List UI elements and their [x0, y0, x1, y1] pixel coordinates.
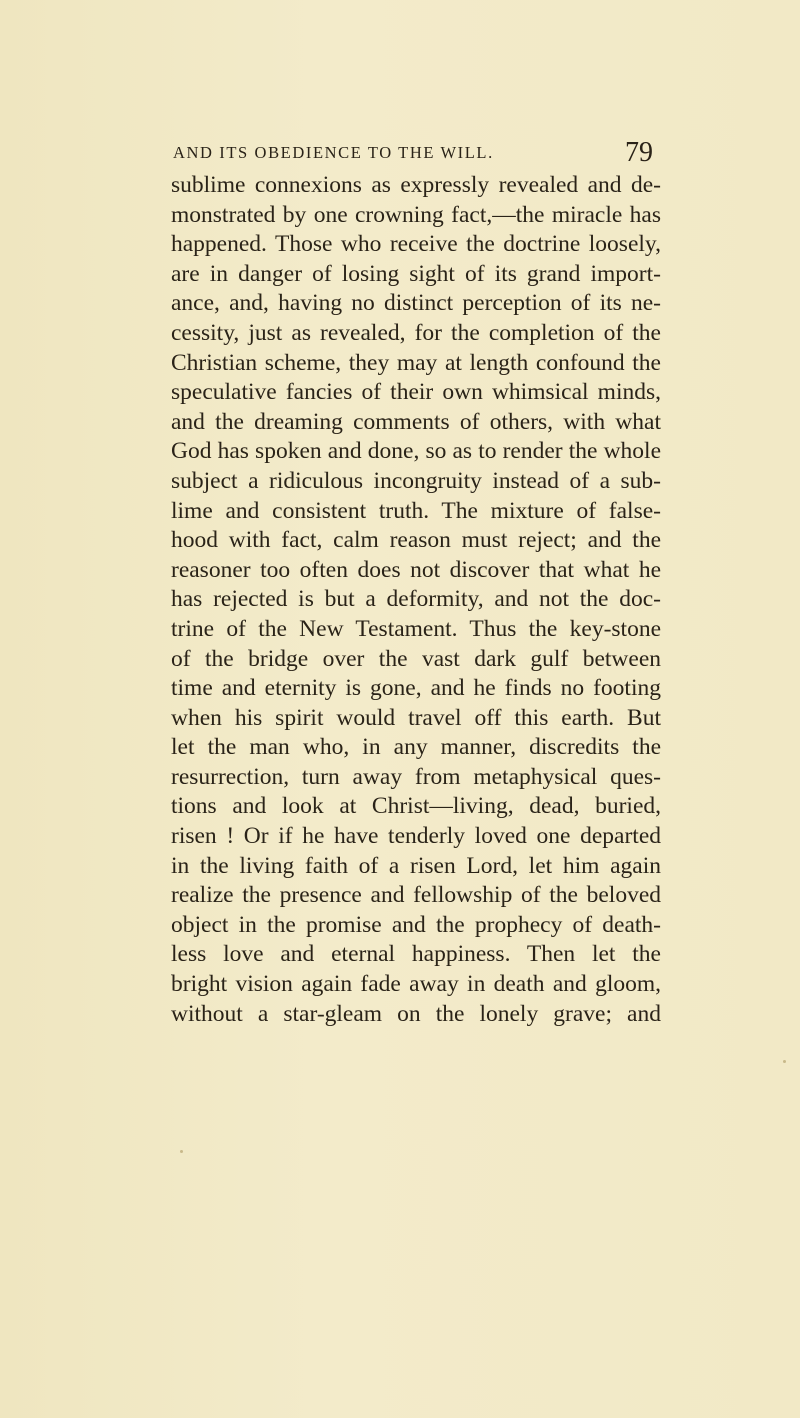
- text-line: bright vision again fade away in death and gloom,: [171, 971, 661, 998]
- text-line: God has spoken and done, so as to render the whole: [171, 438, 661, 465]
- text-line: let the man who, in any manner, discredits the: [171, 734, 661, 761]
- text-line: tions and look at Christ—living, dead, buried,: [171, 793, 661, 820]
- text-line: are in danger of losing sight of its grand import-: [171, 260, 661, 287]
- text-line: resurrection, turn away from metaphysical ques-: [171, 763, 661, 790]
- paper-speck: [180, 1150, 183, 1153]
- text-line: reasoner too often does not discover that what he: [171, 556, 661, 583]
- text-line: happened. Those who receive the doctrine loosely,: [171, 231, 661, 258]
- text-line: sublime connexions as expressly revealed and de-: [171, 172, 661, 198]
- body-text: [171, 171, 661, 1029]
- text-line: Christian scheme, they may at length confound the: [171, 349, 661, 376]
- text-line: less love and eternal happiness. Then let the: [171, 941, 661, 968]
- text-line: realize the presence and fellowship of the beloved: [171, 882, 661, 909]
- text-line: has rejected is but a deformity, and not the doc-: [171, 586, 661, 613]
- text-line: risen ! Or if he have tenderly loved one departed: [171, 823, 661, 850]
- text-line: and the dreaming comments of others, with what: [171, 408, 661, 435]
- text-line: object in the promise and the prophecy of death-: [171, 911, 661, 938]
- text-line: time and eternity is gone, and he finds no footing: [171, 675, 661, 702]
- text-line: ance, and, having no distinct perception of its ne-: [171, 290, 661, 317]
- text-line: subject a ridiculous incongruity instead of a sub-: [171, 467, 661, 494]
- page-number: 79: [625, 137, 653, 168]
- text-line: lime and consistent truth. The mixture of false-: [171, 497, 661, 524]
- text-line: without a star-gleam on the lonely grave; and: [171, 1000, 661, 1027]
- text-line: cessity, just as revealed, for the completion of the: [171, 319, 661, 346]
- running-head: AND ITS OBEDIENCE TO THE WILL.: [173, 143, 494, 162]
- paper-speck: [783, 1060, 786, 1063]
- text-line: in the living faith of a risen Lord, let him again: [171, 852, 661, 879]
- text-line: of the bridge over the vast dark gulf between: [171, 645, 661, 672]
- text-line: trine of the New Testament. Thus the key-stone: [171, 615, 661, 642]
- text-line: speculative fancies of their own whimsical minds,: [171, 379, 661, 406]
- text-line: hood with fact, calm reason must reject; and the: [171, 527, 661, 554]
- text-line: monstrated by one crowning fact,—the miracle has: [171, 201, 661, 228]
- text-line: when his spirit would travel off this earth. But: [171, 704, 661, 731]
